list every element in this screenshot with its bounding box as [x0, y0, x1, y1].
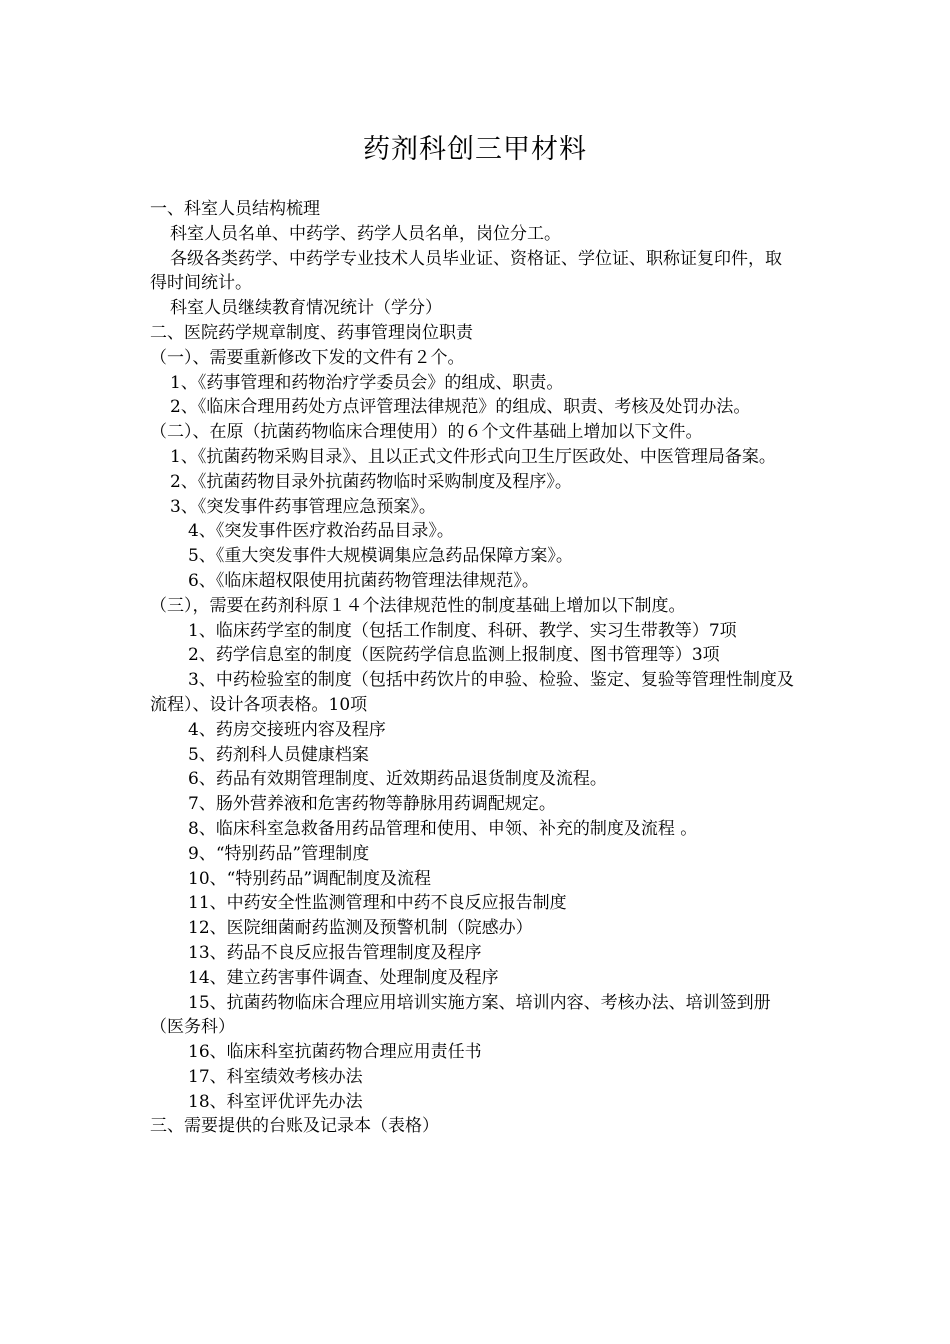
- page-title: 药剂科创三甲材料: [363, 134, 587, 165]
- list-item: 16、临床科室抗菌药物合理应用责任书: [188, 1042, 482, 1063]
- subsection-heading: （二）、在原（抗菌药物临床合理使用）的６个文件基础上增加以下文件。: [150, 422, 703, 443]
- list-item: 6、药品有效期管理制度、近效期药品退货制度及流程。: [188, 769, 607, 790]
- list-item: 14、建立药害事件调查、处理制度及程序: [188, 967, 499, 988]
- list-item: 10、“特别药品”调配制度及流程: [188, 868, 432, 889]
- list-item: 17、科室绩效考核办法: [188, 1066, 363, 1087]
- list-item: 4、《突发事件医疗救治药品目录》。: [188, 521, 454, 542]
- list-item: 9、“特别药品”管理制度: [188, 843, 370, 864]
- list-item: 科室人员继续教育情况统计（学分）: [170, 298, 442, 319]
- list-item: 2、药学信息室的制度（医院药学信息监测上报制度、图书管理等）3项: [188, 645, 720, 666]
- list-item: 2、《抗菌药物目录外抗菌药物临时采购制度及程序》。: [170, 471, 572, 492]
- list-item: 8、临床科室急救备用药品管理和使用、申领、补充的制度及流程 。: [188, 818, 698, 839]
- list-item: 2、《临床合理用药处方点评管理法律规范》的组成、职责、考核及处罚办法。: [170, 397, 751, 418]
- list-item: 5、药剂科人员健康档案: [188, 744, 369, 765]
- document-body: [150, 197, 795, 1139]
- list-item: 6、《临床超权限使用抗菌药物管理法律规范》。: [188, 570, 539, 591]
- list-item: 1、《药事管理和药物治疗学委员会》的组成、职责。: [170, 372, 564, 393]
- list-item: 3、《突发事件药事管理应急预案》。: [170, 496, 436, 517]
- list-item: 7、肠外营养液和危害药物等静脉用药调配规定。: [188, 794, 556, 815]
- list-item: 13、药品不良反应报告管理制度及程序: [188, 942, 482, 963]
- list-item: 11、中药安全性监测管理和中药不良反应报告制度: [188, 893, 567, 914]
- section-heading: 一、科室人员结构梳理: [150, 199, 320, 219]
- list-item: 科室人员名单、中药学、药学人员名单，岗位分工。: [170, 223, 561, 244]
- list-item: 18、科室评优评先办法: [188, 1091, 363, 1112]
- section-heading: 二、医院药学规章制度、药事管理岗位职责: [150, 322, 473, 343]
- list-item: 各级各类药学、中药学专业技术人员毕业证、资格证、学位证、职称证复印件，取得时间统计。: [150, 248, 782, 294]
- list-item: 3、中药检验室的制度（包括中药饮片的申验、检验、鉴定、复验等管理性制度及流程）、设计各项表格。10项: [150, 670, 794, 715]
- list-item: 4、药房交接班内容及程序: [188, 719, 386, 740]
- section-heading: 三、需要提供的台账及记录本（表格）: [150, 1116, 439, 1137]
- list-item: 12、医院细菌耐药监测及预警机制（院感办）: [188, 918, 533, 939]
- list-item: 5、《重大突发事件大规模调集应急药品保障方案》。: [188, 546, 573, 567]
- list-item: 15、抗菌药物临床合理应用培训实施方案、培训内容、考核办法、培训签到册 （医务科）: [150, 992, 788, 1038]
- list-item: 1、《抗菌药物采购目录》、且以正式文件形式向卫生厅医政处、中医管理局备案。: [170, 446, 776, 467]
- subsection-heading: （三），需要在药剂科原１４个法律规范性的制度基础上增加以下制度。: [150, 595, 686, 616]
- list-item: 1、临床药学室的制度（包括工作制度、科研、教学、实习生带教等）7项: [188, 620, 737, 641]
- subsection-heading: （一）、需要重新修改下发的文件有２个。: [150, 347, 465, 368]
